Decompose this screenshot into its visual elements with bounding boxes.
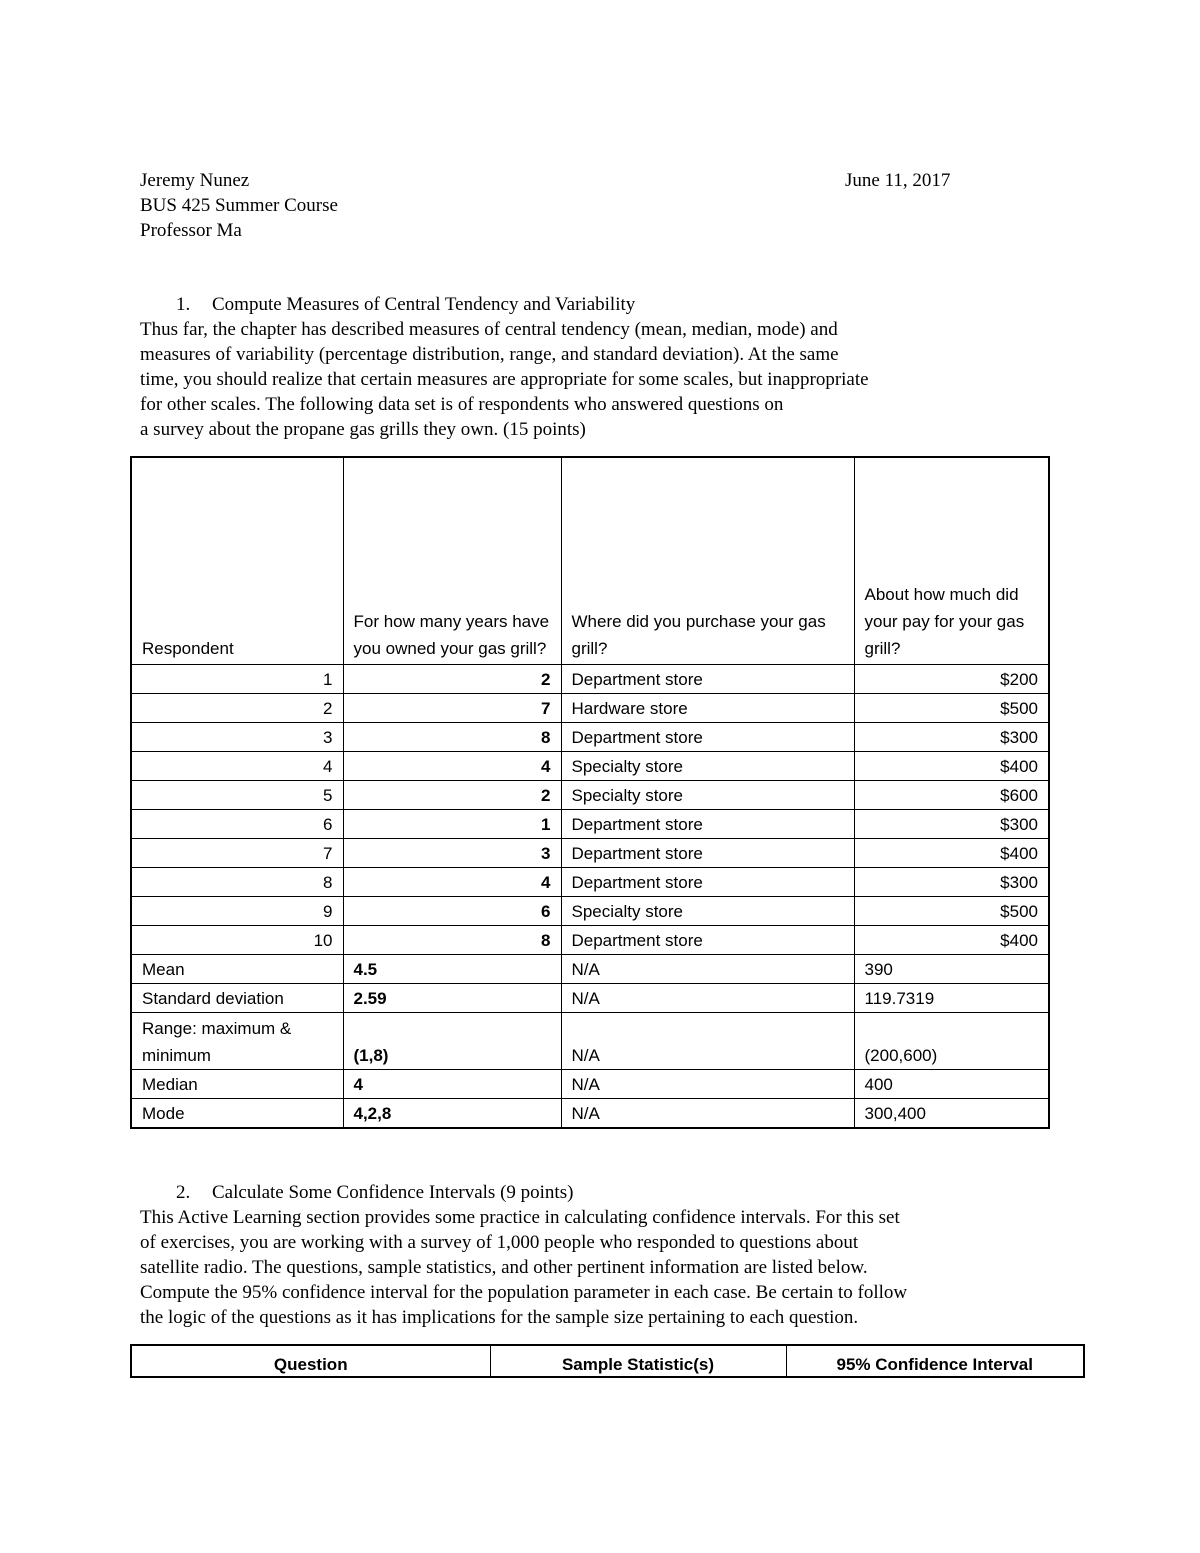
years-stat-cell: 4 [343,1070,561,1099]
stats-row [131,1070,1049,1099]
stat-label-cell: Mode [131,1099,343,1129]
section-1-title: Compute Measures of Central Tendency and Variability [212,294,636,315]
header-years-owned: For how many years have you owned your gas grill? [343,457,561,665]
years-owned-cell: 7 [343,694,561,723]
price-stat-cell: 300,400 [854,1099,1049,1129]
years-stat-cell: 2.59 [343,984,561,1013]
price-paid-cell: $500 [854,897,1049,926]
confidence-interval-table [130,1344,1085,1378]
stat-label-cell: Mean [131,955,343,984]
course-name: BUS 425 Summer Course [140,195,338,216]
header-purchase-location: Where did you purchase your gas grill? [561,457,854,665]
section-2-body-line: This Active Learning section provides some practice in calculating confidence intervals. For this set [140,1207,900,1228]
price-stat-cell: 390 [854,955,1049,984]
section-1-body-line: measures of variability (percentage distribution, range, and standard deviation). At the same [140,344,839,365]
location-stat-cell: N/A [561,1013,854,1070]
section-2-body-line: Compute the 95% confidence interval for the population parameter in each case. Be certain to follow [140,1282,908,1303]
years-owned-cell: 3 [343,839,561,868]
purchase-location-cell: Department store [561,665,854,694]
table-row [131,926,1049,955]
table-row [131,897,1049,926]
grill-survey-table [130,456,1050,1129]
years-owned-cell: 6 [343,897,561,926]
stats-row [131,1099,1049,1129]
years-owned-cell: 2 [343,665,561,694]
section-2-body [140,1205,1040,1330]
price-stat-cell: 119.7319 [854,984,1049,1013]
respondent-cell: 6 [131,810,343,839]
price-paid-cell: $600 [854,781,1049,810]
purchase-location-cell: Hardware store [561,694,854,723]
location-stat-cell: N/A [561,1070,854,1099]
purchase-location-cell: Specialty store [561,897,854,926]
section-1-body [140,317,1020,442]
years-owned-cell: 2 [343,781,561,810]
stat-label-cell: Range: maximum & minimum [131,1013,343,1070]
years-stat-cell: 4.5 [343,955,561,984]
section-1-body-line: a survey about the propane gas grills they own. (15 points) [140,419,586,440]
location-stat-cell: N/A [561,984,854,1013]
header-question: Question [131,1345,490,1377]
table-row [131,781,1049,810]
table-header-row [131,1345,1084,1377]
author-name: Jeremy Nunez [140,170,250,191]
section-2-body-line: the logic of the questions as it has implications for the sample size pertaining to each question. [140,1307,859,1328]
section-1-body-line: for other scales. The following data set is of respondents who answered questions on [140,394,784,415]
table-row [131,810,1049,839]
years-owned-cell: 4 [343,868,561,897]
section-1-body-line: Thus far, the chapter has described measures of central tendency (mean, median, mode) and [140,319,838,340]
price-paid-cell: $300 [854,868,1049,897]
respondent-cell: 2 [131,694,343,723]
years-stat-cell: 4,2,8 [343,1099,561,1129]
table-header-row [131,457,1049,665]
respondent-cell: 7 [131,839,343,868]
section-1-number: 1. [176,294,191,315]
section-2-title: Calculate Some Confidence Intervals (9 points) [212,1182,574,1203]
price-paid-cell: $500 [854,694,1049,723]
table-row [131,665,1049,694]
price-paid-cell: $200 [854,665,1049,694]
purchase-location-cell: Specialty store [561,752,854,781]
respondent-cell: 9 [131,897,343,926]
stats-row [131,984,1049,1013]
professor-name: Professor Ma [140,220,242,241]
section-2-number: 2. [176,1182,191,1203]
price-stat-cell: 400 [854,1070,1049,1099]
respondent-cell: 8 [131,868,343,897]
years-owned-cell: 8 [343,926,561,955]
respondent-cell: 10 [131,926,343,955]
respondent-cell: 3 [131,723,343,752]
table-row [131,752,1049,781]
header-confidence-interval: 95% Confidence Interval [786,1345,1084,1377]
stat-label-cell: Standard deviation [131,984,343,1013]
section-2-body-line: satellite radio. The questions, sample statistics, and other pertinent information are listed below. [140,1257,868,1278]
respondent-cell: 4 [131,752,343,781]
purchase-location-cell: Department store [561,868,854,897]
price-paid-cell: $400 [854,926,1049,955]
header-sample-statistics: Sample Statistic(s) [490,1345,786,1377]
section-2-body-line: of exercises, you are working with a survey of 1,000 people who responded to questions about [140,1232,859,1253]
stats-row [131,955,1049,984]
purchase-location-cell: Department store [561,810,854,839]
respondent-cell: 5 [131,781,343,810]
stat-label-cell: Median [131,1070,343,1099]
years-stat-cell: (1,8) [343,1013,561,1070]
purchase-location-cell: Department store [561,723,854,752]
price-paid-cell: $300 [854,810,1049,839]
header-price-paid: About how much did your pay for your gas grill? [854,457,1049,665]
price-paid-cell: $400 [854,752,1049,781]
years-owned-cell: 8 [343,723,561,752]
purchase-location-cell: Department store [561,926,854,955]
table-row [131,694,1049,723]
stats-row [131,1013,1049,1070]
table-row [131,868,1049,897]
location-stat-cell: N/A [561,955,854,984]
purchase-location-cell: Department store [561,839,854,868]
price-paid-cell: $400 [854,839,1049,868]
table-row [131,839,1049,868]
location-stat-cell: N/A [561,1099,854,1129]
purchase-location-cell: Specialty store [561,781,854,810]
section-1-body-line: time, you should realize that certain measures are appropriate for some scales, but inappropriate [140,369,869,390]
respondent-cell: 1 [131,665,343,694]
document-date: June 11, 2017 [845,170,951,191]
price-stat-cell: (200,600) [854,1013,1049,1070]
years-owned-cell: 1 [343,810,561,839]
price-paid-cell: $300 [854,723,1049,752]
header-respondent: Respondent [131,457,343,665]
table-row [131,723,1049,752]
years-owned-cell: 4 [343,752,561,781]
